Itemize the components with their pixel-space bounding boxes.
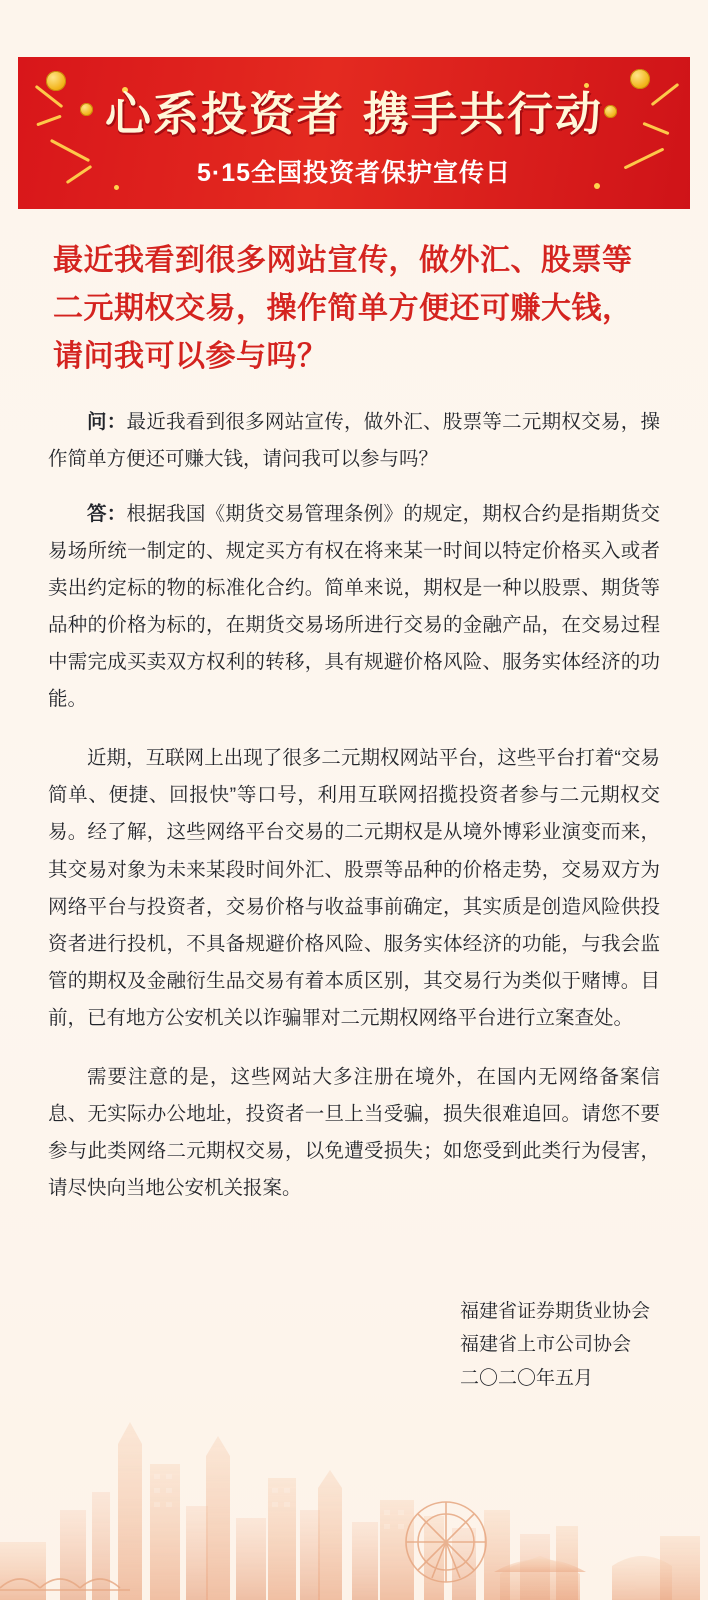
city-skyline-illustration [0,1360,708,1600]
paragraph-3: 近期，互联网上出现了很多二元期权网站平台，这些平台打着“交易简单、便捷、回报快”等口号，利用互联网招揽投资者参与二元期权交易。经了解，这些网络平台交易的二元期权是从境外博彩业演变而来，其交易对象为未来某段时间外汇、股票等品种的价格走势，交易双方为网络平台与投资者，交易价格与收益事前确定，其实质是创造风险供投资者进行投机，不具备规避价格风险、服务实体经济的功能，与我会监管的期权及金融衍生品交易有着本质区别，其交易行为类似于赌博。目前，已有地方公安机关以诈骗罪对二元期权网络平台进行立案查处。 [48,747,660,1029]
signature-line-1: 福建省证券期货业协会 [459,1301,650,1322]
article-body [48,404,660,1229]
paragraph-4: 需要注意的是，这些网站大多注册在境外，在国内无网络备案信息、无实际办公地址，投资者一旦上当受骗，损失很难追回。请您不要参与此类网络二元期权交易，以免遭受损失；如您受到此类行为侵害，请尽快向当地公安机关报案。 [48,1065,660,1199]
signature-line-3: 二〇二〇年五月 [459,1367,593,1389]
banner-subtitle: 5·15全国投资者保护宣传日 [196,159,512,187]
answer-label: 答： [87,503,127,526]
question-paragraph [48,404,660,478]
answer-text: 根据我国《期货交易管理条例》的规定，期权合约是指期货交易场所统一制定的、规定买方有权在将来某一时间以特定价格买入或者卖出约定标的物的标准化合约。简单来说，期权是一种以股票、期货等品种的价格为标的，在期货交易场所进行交易的金融产品，在交易过程中需完成买卖双方权利的转移，具有规避价格风险、服务实体经济的功能。 [48,503,660,711]
page-title: 最近我看到很多网站宣传，做外汇、股票等二元期权交易，操作简单方便还可赚大钱，请问我可以参与吗？ [53,244,633,373]
banner-inner [18,57,690,209]
question-text: 最近我看到很多网站宣传，做外汇、股票等二元期权交易，操作简单方便还可赚大钱，请问我可以参与吗？ [48,411,660,471]
answer-paragraph [48,496,660,718]
question-label: 问： [87,411,127,433]
banner [18,57,690,209]
signature-line-2: 福建省上市公司协会 [459,1334,631,1356]
banner-title: 心系投资者 携手共行动 [104,87,603,141]
